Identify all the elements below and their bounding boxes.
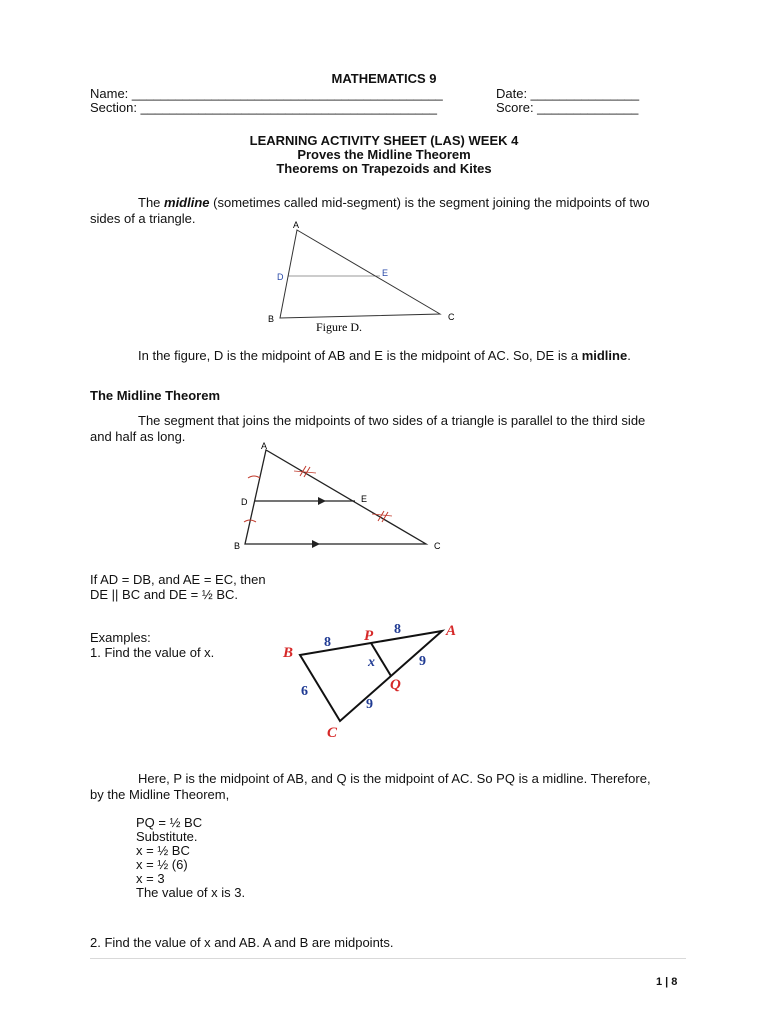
topic-title-1: Proves the Midline Theorem	[297, 147, 471, 162]
topic-title-2: Theorems on Trapezoids and Kites	[276, 161, 492, 176]
label-c: C	[434, 541, 441, 551]
label-p: P	[364, 628, 374, 644]
segment-pq-length: x	[368, 655, 375, 670]
page-number: 1 | 8	[656, 976, 678, 988]
label-b: B	[268, 314, 275, 324]
label-e: E	[382, 268, 389, 278]
midline-definition: The midline (sometimes called mid-segment) is the segment joining the midpoints of two sides of a triangle.	[90, 195, 650, 226]
label-a: A	[293, 220, 300, 230]
name-field[interactable]: Name: ___________________________________________	[90, 86, 443, 101]
label-e: E	[361, 494, 368, 504]
footer-divider	[90, 958, 686, 959]
segment-qc-length: 9	[366, 697, 373, 712]
solution-step: The value of x is 3.	[136, 885, 246, 900]
figure-caption: Figure D.	[316, 320, 362, 334]
label-a: A	[446, 623, 457, 639]
label-b: B	[283, 645, 294, 661]
example-2-prompt: 2. Find the value of x and AB. A and B are midpoints.	[90, 935, 394, 950]
solution-steps	[136, 816, 245, 900]
solution-step: x = 3	[136, 871, 165, 886]
theorem-conclusion: If AD = DB, and AE = EC, then DE || BC and DE = ½ BC.	[90, 572, 266, 602]
segment-aq-length: 9	[419, 654, 426, 669]
label-c: C	[448, 312, 455, 322]
solution-step: x = ½ BC	[136, 843, 190, 858]
label-b: B	[234, 541, 241, 551]
solution-step: Substitute.	[136, 829, 198, 844]
label-d: D	[277, 272, 284, 282]
example-1-figure	[280, 618, 470, 740]
label-d: D	[241, 497, 248, 507]
example-1-explanation: Here, P is the midpoint of AB, and Q is the midpoint of AC. So PQ is a midline. Therefore, by the Midline Theorem,	[90, 771, 651, 802]
figure-d-explanation: In the figure, D is the midpoint of AB and E is the midpoint of AC. So, DE is a midline.	[138, 348, 631, 363]
segment-pa-length: 8	[394, 622, 401, 637]
score-field[interactable]: Score: ______________	[496, 100, 639, 115]
theorem-statement: The segment that joins the midpoints of two sides of a triangle is parallel to the third side and half as long.	[90, 413, 646, 444]
midline-theorem-figure	[230, 440, 455, 555]
segment-bp-length: 8	[324, 635, 331, 650]
segment-bc-length: 6	[301, 684, 308, 699]
label-a: A	[261, 441, 268, 451]
date-field[interactable]: Date: _______________	[496, 86, 640, 101]
example-1-prompt: 1. Find the value of x.	[90, 645, 215, 660]
solution-step: x = ½ (6)	[136, 857, 188, 872]
theorem-heading: The Midline Theorem	[90, 388, 221, 403]
document-subject: MATHEMATICS 9	[331, 71, 437, 86]
section-field[interactable]: Section: _________________________________________	[90, 100, 438, 115]
figure-d-triangle	[260, 218, 470, 338]
las-title: LEARNING ACTIVITY SHEET (LAS) WEEK 4	[249, 133, 519, 148]
label-q: Q	[390, 677, 401, 693]
examples-heading: Examples:	[90, 630, 151, 645]
solution-step: PQ = ½ BC	[136, 815, 203, 830]
label-c: C	[327, 725, 338, 740]
